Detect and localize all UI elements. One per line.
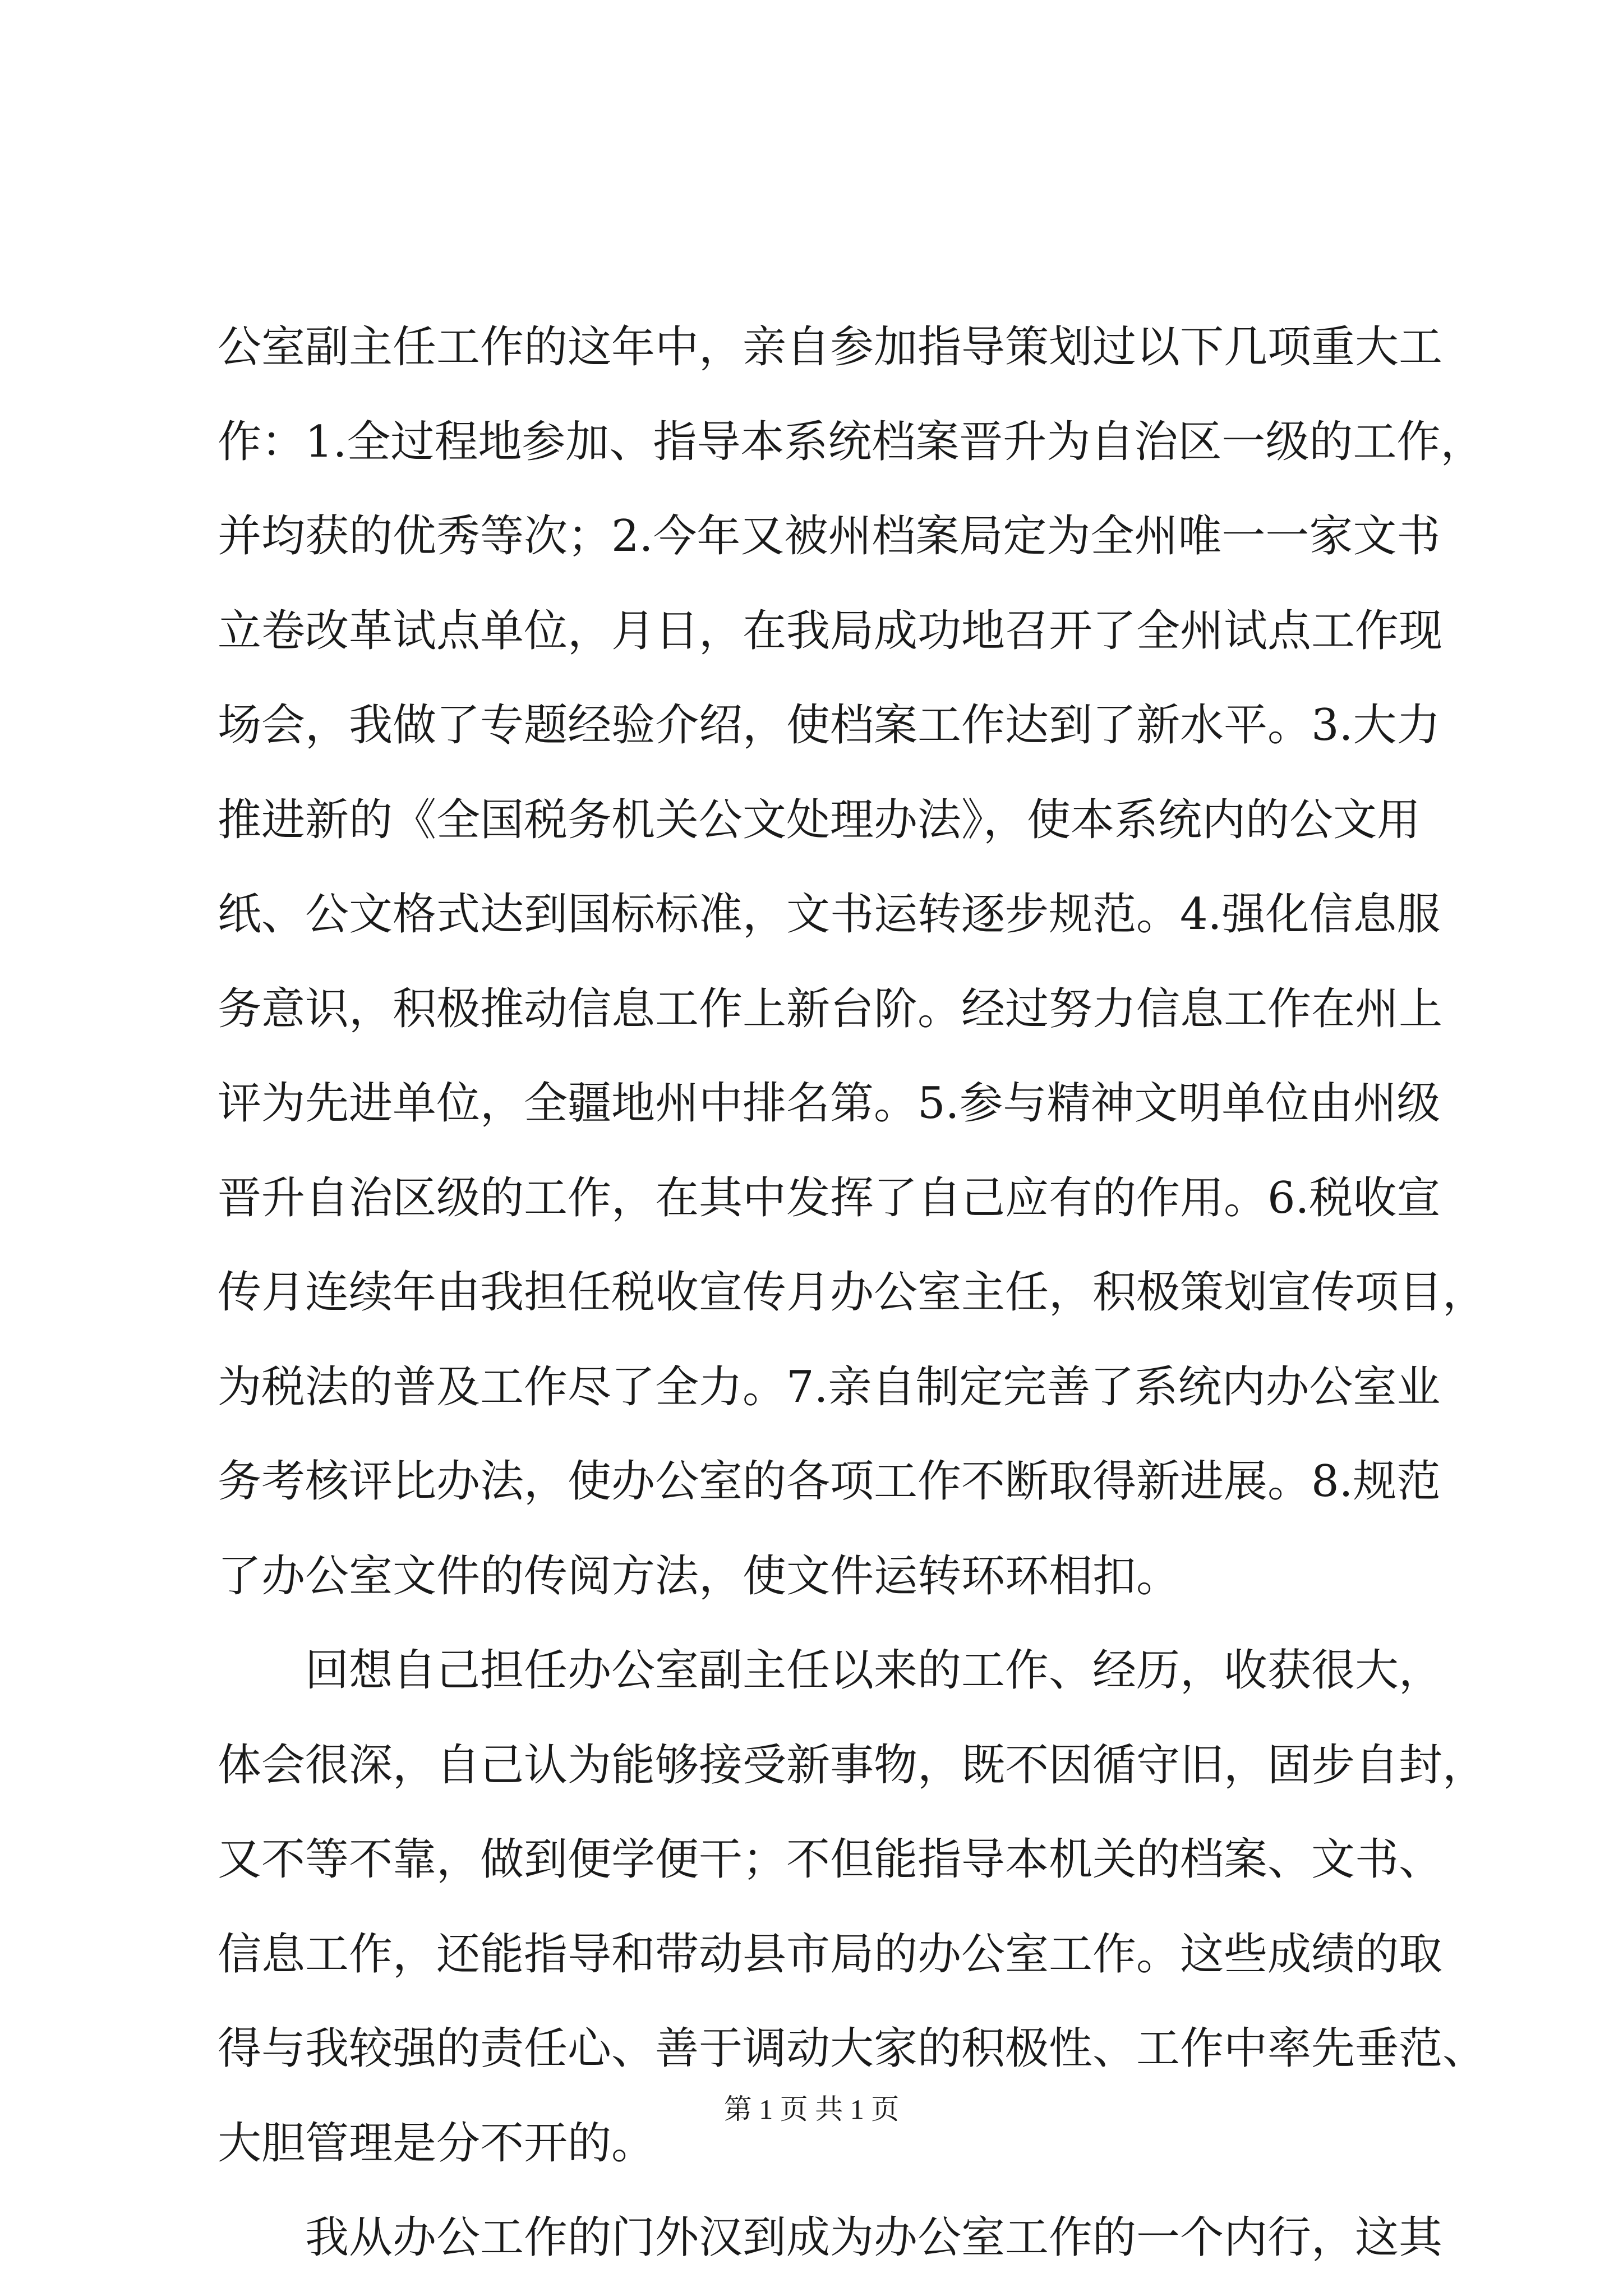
text-line: 体会很深，自己认为能够接受新事物，既不因循守旧，固步自封， [218,1740,1487,1791]
paragraph-first-line: 回想自己担任办公室副主任以来的工作、经历，收获很大， [218,1645,1443,1696]
text-line: 立卷改革试点单位，月日，在我局成功地召开了全州试点工作现 [218,605,1443,656]
text-line: 传月连续年由我担任税收宣传月办公室主任，积极策划宣传项目， [218,1267,1487,1318]
paragraph-first-line: 我从办公工作的门外汉到成为办公室工作的一个内行，这其 [218,2212,1443,2263]
text-line: 场会，我做了专题经验介绍，使档案工作达到了新水平。3.大力 [218,700,1441,751]
body-text [218,300,1487,2285]
page-footer [0,2087,1623,2132]
text-line: 务考核评比办法，使办公室的各项工作不断取得新进展。8.规范 [218,1456,1441,1507]
paragraph-end-line: 大胆管理是分不开的。 [218,2118,656,2169]
text-line: 为税法的普及工作尽了全力。7.亲自制定完善了系统内办公室业 [218,1361,1441,1412]
text-line: 得与我较强的责任心、善于调动大家的积极性、工作中率先垂范、 [218,2023,1487,2074]
text-line: 又不等不靠，做到便学便干；不但能指导本机关的档案、文书、 [218,1834,1443,1885]
text-line: 公室副主任工作的这年中，亲自参加指导策划过以下几项重大工 [218,322,1443,372]
text-line: 并均获的优秀等次；2.今年又被州档案局定为全州唯一一家文书 [218,511,1441,562]
paragraph-end-line: 了办公室文件的传阅方法，使文件运转环环相扣。 [218,1550,1181,1602]
text-line: 务意识，积极推动信息工作上新台阶。经过努力信息工作在州上 [218,983,1443,1034]
text-line: 信息工作，还能指导和带动县市局的办公室工作。这些成绩的取 [218,1929,1443,1980]
text-line: 纸、公文格式达到国标标准，文书运转逐步规范。4.强化信息服 [218,889,1441,940]
text-line: 晋升自治区级的工作，在其中发挥了自己应有的作用。6.税收宣 [218,1172,1441,1223]
text-line: 评为先进单位，全疆地州中排名第。5.参与精神文明单位由州级 [218,1078,1441,1129]
page-number-label: 第 1 页 共 1 页 [723,2093,900,2125]
text-line: 作：1.全过程地参加、指导本系统档案晋升为自治区一级的工作， [218,416,1484,467]
text-line: 推进新的《全国税务机关公文处理办法》，使本系统内的公文用 [218,794,1421,845]
